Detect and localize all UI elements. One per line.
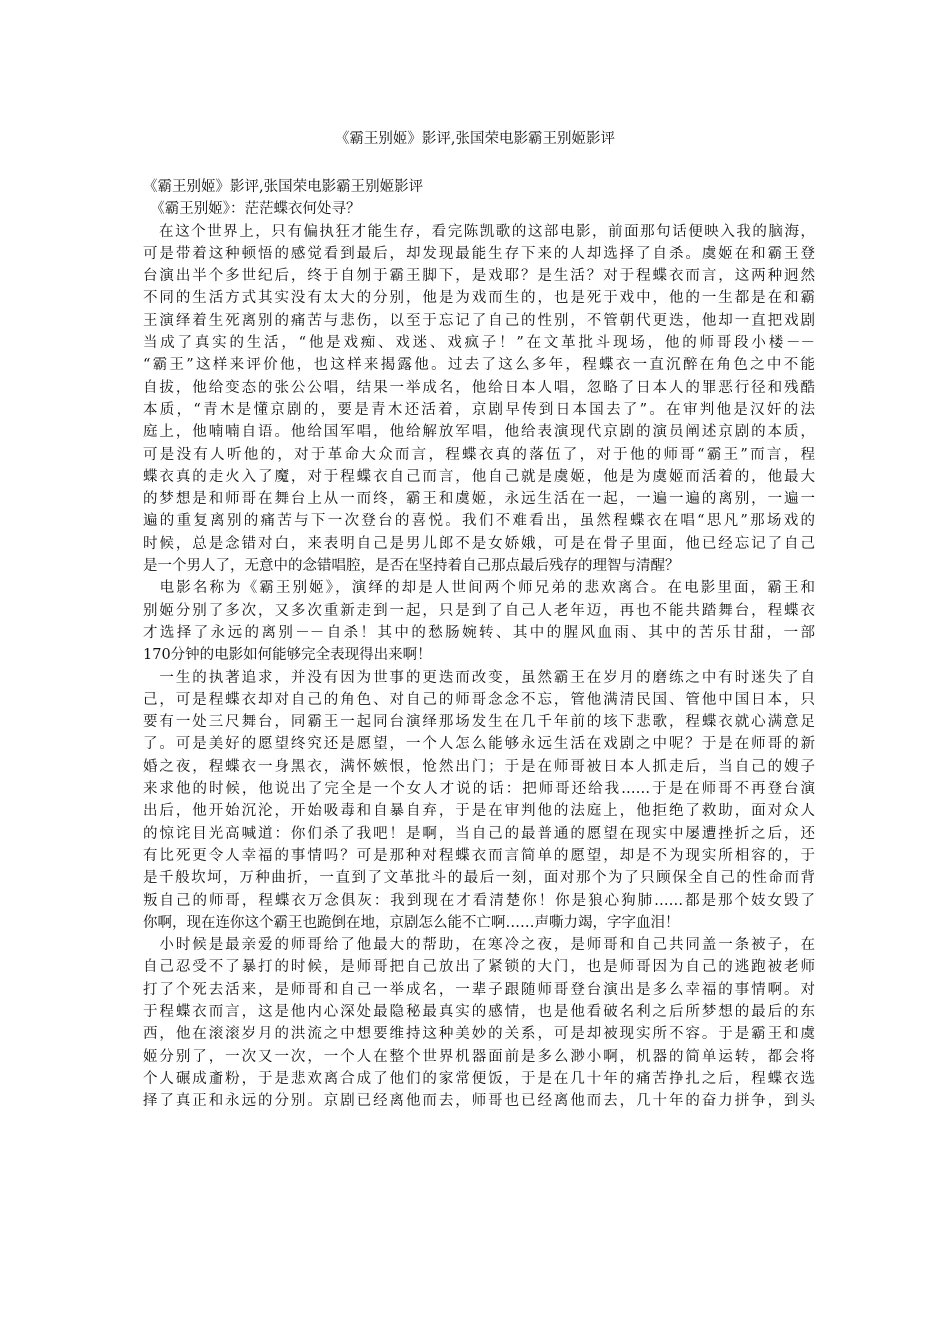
text-line: 可是带着这种顿悟的感觉看到最后，却发现最能生存下来的人却选择了自杀。虞姬在和霸王登 <box>143 245 815 262</box>
text-line: 要有一处三尺舞台，同霸王一起同台演绎那场发生在几千年前的垓下悲歌，程蝶衣就心满意足 <box>143 714 815 731</box>
text-line: 王演绎着生死离别的痛苦与悲伤，以至于忘记了自己的性别，不管朝代更迭，他却一直把戏剧 <box>143 312 815 329</box>
text-line: 可是没有人听他的，对于革命大众而言，程蝶衣真的落伍了，对于他的师哥“霸王”而言，程 <box>143 446 815 463</box>
article-heading-line: 《霸王别姬》影评,张国荣电影霸王别姬影评 <box>143 179 424 195</box>
text-line: 本质，“青木是懂京剧的，要是青木还活着，京剧早传到日本国去了”。在审判他是汉奸的法 <box>143 401 815 418</box>
text-line: 别姬分别了多次，又多次重新走到一起，只是到了自己人老年迈，再也不能共踏舞台，程蝶衣 <box>143 602 815 619</box>
text-line: 出后，他开始沉沦，开始吸毒和自暴自弃，于是在审判他的法庭上，他拒绝了救助，面对众人 <box>143 803 815 820</box>
text-line: 的梦想是和师哥在舞台上从一而终，霸王和虞姬，永远生活在一起，一遍一遍的离别，一遍一 <box>143 491 815 508</box>
text-line: 蝶衣真的走火入了魔，对于程蝶衣自己而言，他自己就是虞姬，他是为虞姬而活着的，他最大 <box>143 468 815 485</box>
text-line: 个人碾成齑粉，于是悲欢离合成了他们的家常便饭，于是在几十年的痛苦挣扎之后，程蝶衣选 <box>143 1070 815 1087</box>
text-line: 打了个死去活来，是师哥和自己一举成名，一辈子跟随师哥登台演出是多么幸福的事情啊。对 <box>143 981 815 998</box>
text-line: 电影名称为《霸王别姬》，演绎的却是人世间两个师兄弟的悲欢离合。在电影里面，霸王和 <box>143 580 815 597</box>
text-line: 婚之夜，程蝶衣一身黑衣，满怀嫉恨，怆然出门；于是在师哥被日本人抓走后，当自己的嫂子 <box>143 758 815 775</box>
text-line: 170分钟的电影如何能够完全表现得出来啊！ <box>143 647 432 664</box>
text-line: 时候，总是念错对白，来表明自己是男儿郎不是女娇娥，可是在骨子里面，他已经忘记了自己 <box>143 535 815 552</box>
text-line: 小时候是最亲爱的师哥给了他最大的帮助，在寒冷之夜，是师哥和自己共同盖一条被子，在 <box>143 937 815 954</box>
text-line: 是一个男人了，无意中的念错唱腔，是否在坚持着自己那点最后残存的理智与清醒？ <box>143 558 680 575</box>
text-line: 你啊，现在连你这个霸王也跪倒在地，京剧怎么能不亡啊……声嘶力竭，字字血泪！ <box>143 914 680 931</box>
text-line: 一生的执著追求，并没有因为世事的更迭而改变，虽然霸王在岁月的磨练之中有时迷失了自 <box>143 669 815 686</box>
text-line: 叛自己的师哥，程蝶衣万念俱灰：我到现在才看清楚你！你是狼心狗肺……都是那个妓女毁了 <box>143 892 815 909</box>
text-line: 当成了真实的生活，“他是戏痴、戏迷、戏疯子！”在文革批斗现场，他的师哥段小楼－－ <box>143 335 815 352</box>
text-line: 西，他在滚滚岁月的洪流之中想要维持这种美妙的关系，可是却被现实所不容。于是霸王和虞 <box>143 1026 815 1043</box>
article-body <box>143 176 815 1112</box>
text-line: 遍的重复离别的痛苦与下一次登台的喜悦。我们不难看出，虽然程蝶衣在唱“思凡”那场戏的 <box>143 513 815 530</box>
text-line: 己，可是程蝶衣却对自己的角色、对自己的师哥念念不忘，管他满清民国、管他中国日本，只 <box>143 691 815 708</box>
text-line: 在这个世界上，只有偏执狂才能生存，看完陈凯歌的这部电影，前面那句话便映入我的脑海， <box>143 223 815 240</box>
text-line: 有比死更令人幸福的事情吗？可是那种对程蝶衣而言简单的愿望，却是不为现实所相容的，于 <box>143 847 815 864</box>
text-line: 是千般坎坷，万种曲折，一直到了文革批斗的最后一刻，面对那个为了只顾保全自己的性命而背 <box>143 870 815 887</box>
text-line: 庭上，他喃喃自语。他给国军唱，他给解放军唱，他给表演现代京剧的演员阐述京剧的本质， <box>143 424 815 441</box>
text-line: 择了真正和永远的分别。京剧已经离他而去，师哥也已经离他而去，几十年的奋力拼争，到头 <box>143 1093 815 1110</box>
text-line: 了。可是美好的愿望终究还是愿望，一个人怎么能够永远生活在戏剧之中呢？于是在师哥的新 <box>143 736 815 753</box>
page-title: 《霸王别姬》影评,张国荣电影霸王别姬影评 <box>334 131 616 147</box>
text-line: 才选择了永远的离别－－自杀！其中的愁肠婉转、其中的腥风血雨、其中的苦乐甘甜，一部 <box>143 624 815 641</box>
text-line: 的惊诧目光高喊道：你们杀了我吧！是啊，当自己的最普通的愿望在现实中屡遭挫折之后，还 <box>143 825 815 842</box>
text-line: 来求他的时候，他说出了完全是一个女人才说的话：把师哥还给我……于是在师哥不再登台演 <box>143 781 815 798</box>
text-line: 姬分别了，一次又一次，一个人在整个世界机器面前是多么渺小啊，机器的简单运转，都会将 <box>143 1048 815 1065</box>
text-line: 不同的生活方式其实没有太大的分别，他是为戏而生的，也是死于戏中，他的一生都是在和霸 <box>143 290 815 307</box>
text-line: 台演出半个多世纪后，终于自刎于霸王脚下，是戏耶？是生活？对于程蝶衣而言，这两种迥然 <box>143 268 815 285</box>
text-line: 《霸王别姬》：茫茫蝶衣何处寻？ <box>143 201 361 218</box>
text-line: 自己忍受不了暴打的时候，是师哥把自己放出了紧锁的大门，也是师哥因为自己的逃跑被老师 <box>143 959 815 976</box>
text-line: 于程蝶衣而言，这是他内心深处最隐秘最真实的感情，也是他看破名利之后所梦想的最后的东 <box>143 1003 815 1020</box>
text-line: “霸王”这样来评价他，也这样来揭露他。过去了这么多年，程蝶衣一直沉醉在角色之中不能 <box>143 357 815 374</box>
text-line: 自拔，他给变态的张公公唱，结果一举成名，他给日本人唱，忽略了日本人的罪恶行径和残酷 <box>143 379 815 396</box>
